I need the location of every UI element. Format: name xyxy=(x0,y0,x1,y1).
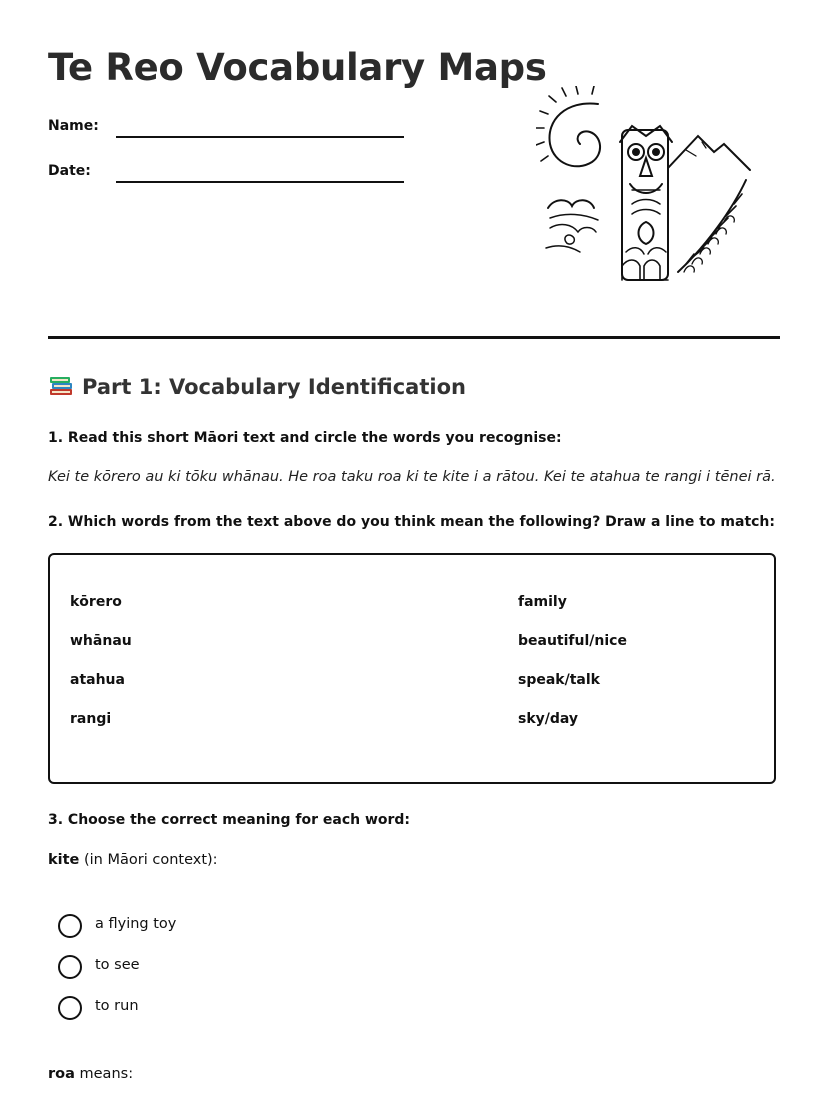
question-1: 1. Read this short Māori text and circle the words you recognise: xyxy=(48,430,562,446)
page-title: Te Reo Vocabulary Maps xyxy=(48,46,547,89)
maori-passage: Kei te kōrero au ki tōku whānau. He roa taku roa ki te kite i a rātou. Kei te atahua te rangi i tēnei rā. xyxy=(48,469,776,485)
question-3: 3. Choose the correct meaning for each word: xyxy=(48,812,411,828)
word-prompt-kite xyxy=(48,852,218,868)
option-label: a flying toy xyxy=(95,916,177,932)
option-label: to run xyxy=(95,998,139,1014)
part1-title: Part 1: Vocabulary Identification xyxy=(82,375,466,399)
maori-word[interactable]: atahua xyxy=(70,672,125,688)
radio-button[interactable] xyxy=(58,955,82,979)
name-field xyxy=(48,118,99,134)
target-word: roa xyxy=(48,1066,75,1082)
prompt-text: (in Māori context): xyxy=(79,852,218,868)
target-word: kite xyxy=(48,852,80,868)
name-write-line[interactable] xyxy=(116,136,404,138)
maori-word[interactable]: kōrero xyxy=(70,594,122,610)
maori-carving-mountain-fern-icon xyxy=(536,86,758,286)
date-write-line[interactable] xyxy=(116,181,404,183)
section-divider xyxy=(48,336,780,339)
radio-button[interactable] xyxy=(58,914,82,938)
english-meaning[interactable]: sky/day xyxy=(518,711,579,727)
prompt-text: means: xyxy=(74,1066,134,1082)
date-field xyxy=(48,163,91,179)
part1-heading xyxy=(48,373,466,399)
english-meaning[interactable]: speak/talk xyxy=(518,672,600,688)
english-meaning[interactable]: beautiful/nice xyxy=(518,633,627,649)
english-meaning[interactable]: family xyxy=(518,594,567,610)
matching-box xyxy=(48,553,776,784)
maori-word[interactable]: rangi xyxy=(70,711,112,727)
name-label: Name: xyxy=(48,118,99,134)
radio-button[interactable] xyxy=(58,996,82,1020)
word-prompt-roa xyxy=(48,1066,133,1082)
maori-word[interactable]: whānau xyxy=(70,633,132,649)
question-2: 2. Which words from the text above do you think mean the following? Draw a line to match: xyxy=(48,514,775,530)
books-icon xyxy=(48,373,74,397)
date-label: Date: xyxy=(48,163,91,179)
option-label: to see xyxy=(95,957,140,973)
